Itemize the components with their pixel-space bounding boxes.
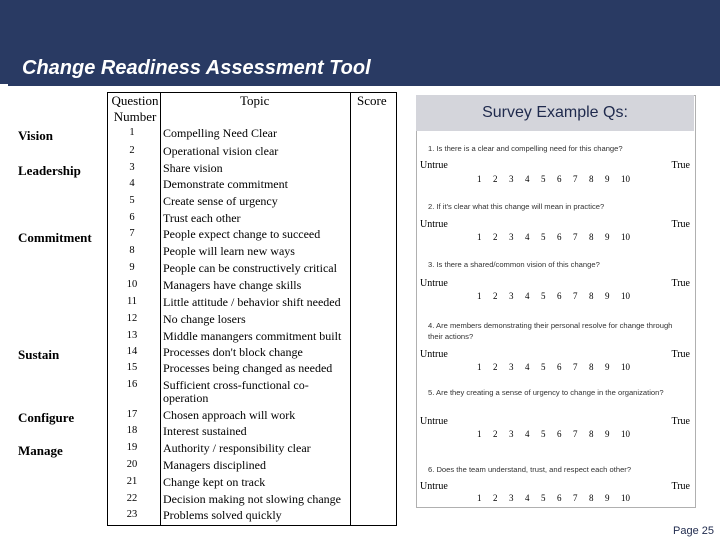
category-vision: Vision	[18, 128, 53, 143]
question-number: 16	[126, 379, 138, 390]
scale-value[interactable]: 4	[525, 291, 530, 301]
rating-scale	[477, 291, 637, 301]
survey-question: 3. Is there a shared/common vision of this change?	[428, 260, 600, 269]
scale-value[interactable]: 6	[557, 232, 562, 242]
question-number: 8	[129, 245, 135, 256]
rating-scale	[477, 362, 637, 372]
scale-value[interactable]: 1	[477, 362, 482, 372]
scale-value[interactable]: 1	[477, 291, 482, 301]
scale-value[interactable]: 6	[557, 493, 562, 503]
topic-text: Authority / responsibility clear	[163, 441, 311, 455]
topic-text: People can be constructively critical	[163, 261, 337, 275]
topic-text: Processes being changed as needed	[163, 361, 333, 375]
scale-value[interactable]: 10	[621, 291, 630, 301]
scale-value[interactable]: 5	[541, 174, 546, 184]
question-number: 20	[126, 459, 138, 470]
scale-value[interactable]: 9	[605, 493, 610, 503]
scale-value[interactable]: 3	[509, 291, 514, 301]
scale-value[interactable]: 1	[477, 493, 482, 503]
survey-title: Survey Example Qs:	[416, 95, 694, 131]
true-label: True	[671, 160, 690, 171]
topic-text: Middle manangers commitment built	[163, 329, 342, 343]
scale-value[interactable]: 3	[509, 174, 514, 184]
scale-value[interactable]: 6	[557, 362, 562, 372]
topic-text: People expect change to succeed	[163, 227, 321, 241]
question-number: 13	[126, 330, 138, 341]
topic-text: Chosen approach will work	[163, 408, 296, 422]
topic-text: Operational vision clear	[163, 144, 279, 158]
scale-value[interactable]: 9	[605, 232, 610, 242]
category-leadership: Leadership	[18, 163, 81, 178]
question-number: 18	[126, 425, 138, 436]
untrue-label: Untrue	[420, 416, 448, 427]
scale-value[interactable]: 2	[493, 291, 498, 301]
scale-value[interactable]: 5	[541, 362, 546, 372]
scale-value[interactable]: 9	[605, 362, 610, 372]
rating-scale	[477, 493, 637, 503]
topic-text: Little attitude / behavior shift needed	[163, 295, 341, 309]
scale-value[interactable]: 7	[573, 362, 578, 372]
rating-scale	[477, 232, 637, 242]
col-divider	[396, 92, 397, 525]
scale-value[interactable]: 2	[493, 362, 498, 372]
scale-value[interactable]: 8	[589, 174, 594, 184]
question-number: 9	[129, 262, 135, 273]
question-number: 23	[126, 509, 138, 520]
scale-value[interactable]: 3	[509, 232, 514, 242]
scale-value[interactable]: 8	[589, 232, 594, 242]
scale-value[interactable]: 1	[477, 429, 482, 439]
scale-value[interactable]: 10	[621, 362, 630, 372]
scale-value[interactable]: 4	[525, 493, 530, 503]
question-number: 3	[129, 162, 135, 173]
scale-value[interactable]: 3	[509, 362, 514, 372]
scale-value[interactable]: 3	[509, 429, 514, 439]
scale-value[interactable]: 2	[493, 232, 498, 242]
scale-value[interactable]: 2	[493, 429, 498, 439]
topic-text: Problems solved quickly	[163, 508, 282, 522]
question-number: 7	[129, 228, 135, 239]
topic-text: Decision making not slowing change	[163, 492, 341, 506]
scale-value[interactable]: 5	[541, 429, 546, 439]
question-number-header: Question Number	[111, 93, 159, 124]
scale-value[interactable]: 9	[605, 291, 610, 301]
category-sustain: Sustain	[18, 347, 60, 362]
survey-question: 5. Are they creating a sense of urgency to change in the organization?	[428, 388, 664, 397]
page-title: Change Readiness Assessment Tool	[22, 57, 371, 79]
question-number: 11	[126, 296, 138, 307]
scale-value[interactable]: 7	[573, 174, 578, 184]
rating-scale	[477, 174, 637, 184]
question-number: 17	[126, 409, 138, 420]
scale-value[interactable]: 7	[573, 291, 578, 301]
question-number: 15	[126, 362, 138, 373]
survey-question: 6. Does the team understand, trust, and respect each other?	[428, 465, 632, 474]
scale-value[interactable]: 4	[525, 362, 530, 372]
scale-value[interactable]: 10	[621, 429, 630, 439]
col-divider	[160, 92, 161, 525]
untrue-label: Untrue	[420, 219, 448, 230]
topic-text: Processes don't block change	[163, 345, 303, 359]
true-label: True	[671, 416, 690, 427]
col-divider	[350, 92, 351, 525]
rating-scale	[477, 429, 637, 439]
question-number: 12	[126, 313, 138, 324]
topic-header: Topic	[240, 93, 270, 108]
scale-value[interactable]: 8	[589, 362, 594, 372]
topic-text: Demonstrate commitment	[163, 177, 288, 191]
scale-value[interactable]: 5	[541, 232, 546, 242]
scale-value[interactable]: 6	[557, 291, 562, 301]
topic-text: Trust each other	[163, 211, 241, 225]
question-number: 22	[126, 493, 138, 504]
category-manage: Manage	[18, 443, 63, 458]
score-header: Score	[357, 93, 387, 108]
scale-value[interactable]: 5	[541, 291, 546, 301]
topic-text: Managers disciplined	[163, 458, 266, 472]
topic-text: Create sense of urgency	[163, 194, 278, 208]
scale-value[interactable]: 4	[525, 232, 530, 242]
topic-text: Compelling Need Clear	[163, 126, 277, 140]
survey-question: 2. If it's clear what this change will mean in practice?	[428, 202, 605, 211]
category-commitment: Commitment	[18, 230, 92, 245]
question-number: 4	[129, 178, 135, 189]
topic-text: Sufficient cross-functional co-operation	[163, 378, 309, 405]
survey-panel	[416, 95, 696, 508]
topic-text: Managers have change skills	[163, 278, 302, 292]
untrue-label: Untrue	[420, 349, 448, 360]
question-number: 1	[129, 127, 135, 138]
scale-value[interactable]: 5	[541, 493, 546, 503]
topic-text: People will learn new ways	[163, 244, 295, 258]
scale-value[interactable]: 3	[509, 493, 514, 503]
scale-value[interactable]: 8	[589, 291, 594, 301]
page-number: Page 25	[673, 525, 714, 537]
scale-value[interactable]: 7	[573, 493, 578, 503]
untrue-label: Untrue	[420, 278, 448, 289]
topic-text: Interest sustained	[163, 424, 247, 438]
scale-value[interactable]: 1	[477, 174, 482, 184]
untrue-label: Untrue	[420, 481, 448, 492]
scale-value[interactable]: 4	[525, 429, 530, 439]
row-divider	[107, 525, 397, 526]
true-label: True	[671, 278, 690, 289]
scale-value[interactable]: 10	[621, 174, 630, 184]
topic-text: Change kept on track	[163, 475, 266, 489]
scale-value[interactable]: 9	[605, 429, 610, 439]
question-number: 14	[126, 346, 138, 357]
true-label: True	[671, 349, 690, 360]
scale-value[interactable]: 2	[493, 174, 498, 184]
header-divider	[8, 84, 720, 86]
true-label: True	[671, 219, 690, 230]
survey-question: 4. Are members demonstrating their personal resolve for change through their actions?	[428, 321, 673, 341]
scale-value[interactable]: 7	[573, 429, 578, 439]
question-number: 19	[126, 442, 138, 453]
question-number: 6	[129, 212, 135, 223]
scale-value[interactable]: 10	[621, 232, 630, 242]
category-configure: Configure	[18, 410, 75, 425]
scale-value[interactable]: 6	[557, 429, 562, 439]
true-label: True	[671, 481, 690, 492]
topic-text: No change losers	[163, 312, 246, 326]
scale-value[interactable]: 10	[621, 493, 630, 503]
scale-value[interactable]: 4	[525, 174, 530, 184]
question-number: 2	[129, 145, 135, 156]
scale-value[interactable]: 7	[573, 232, 578, 242]
scale-value[interactable]: 6	[557, 174, 562, 184]
question-number: 10	[126, 279, 138, 290]
untrue-label: Untrue	[420, 160, 448, 171]
question-number: 5	[129, 195, 135, 206]
survey-question: 1. Is there is a clear and compelling need for this change?	[428, 144, 623, 153]
scale-value[interactable]: 9	[605, 174, 610, 184]
scale-value[interactable]: 2	[493, 493, 498, 503]
scale-value[interactable]: 1	[477, 232, 482, 242]
topic-text: Share vision	[163, 161, 223, 175]
question-number: 21	[126, 476, 138, 487]
scale-value[interactable]: 8	[589, 493, 594, 503]
col-divider	[107, 92, 108, 525]
scale-value[interactable]: 8	[589, 429, 594, 439]
